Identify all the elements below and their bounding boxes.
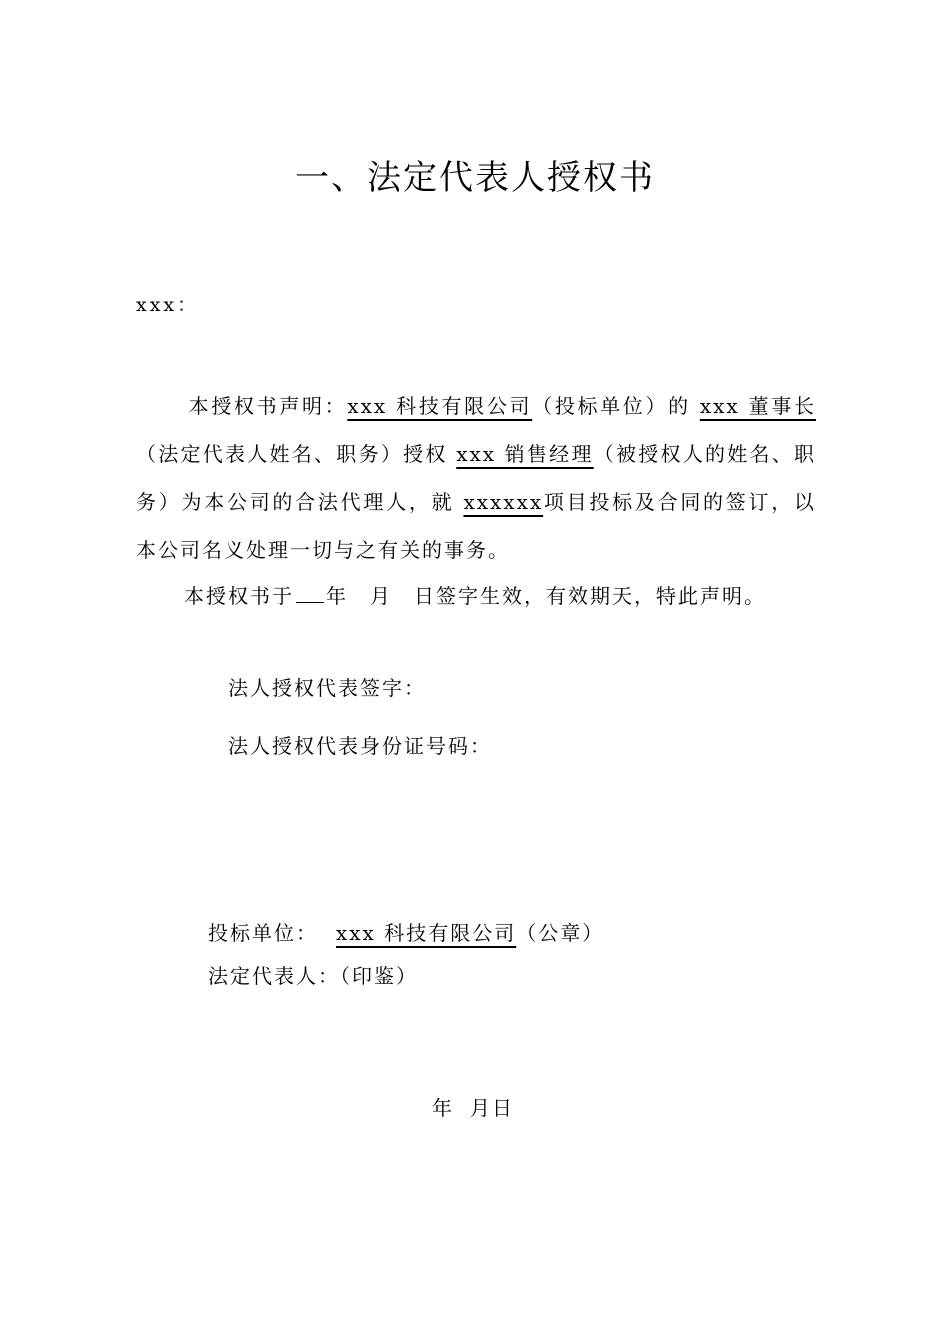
statement-text-4: （被授权人的姓名、职务）为本公司的合法代理人，就 [136,442,817,514]
salutation: xxx： [136,294,200,316]
page-title: 一、法定代表人授权书 [295,158,655,198]
authorization-statement [136,382,816,574]
date-year: 年 [432,1096,454,1120]
signer-label: 法人授权代表签字： [228,676,426,700]
statement-text-5: 项目投标及合同的签订，以本公司名义处理一切与之有关的事务。 [136,490,817,562]
validity-month: 月 [370,584,392,608]
seal-note: （公章） [516,921,605,945]
id-number-label: 法人授权代表身份证号码： [228,734,492,758]
manager-name: xxx 销售经理 [456,442,594,466]
validity-text-2: 日签字生效，有效期天，特此声明。 [414,584,766,608]
bidder-line [208,917,908,946]
validity-line [184,580,884,609]
legal-rep-label: 法定代表人：（印鉴） [208,964,418,988]
chairman-name: xxx 董事长 [699,394,817,418]
statement-text-1: 本授权书声明： [188,394,348,418]
validity-year: 年 [326,584,348,608]
project-name: xxxxxx [463,490,544,514]
year-blank [296,584,324,603]
validity-text-1: 本授权书于 [184,584,294,608]
date-month-day: 月日 [470,1096,514,1120]
bidder-company: xxx 科技有限公司 [336,921,517,945]
company-name: xxx 科技有限公司 [347,394,533,418]
statement-text-2: （投标单位）的 [532,394,700,418]
date-line [432,1092,632,1121]
statement-text-3: （法定代表人姓名、职务）授权 [136,442,457,466]
bidder-label: 投标单位： [208,921,318,945]
